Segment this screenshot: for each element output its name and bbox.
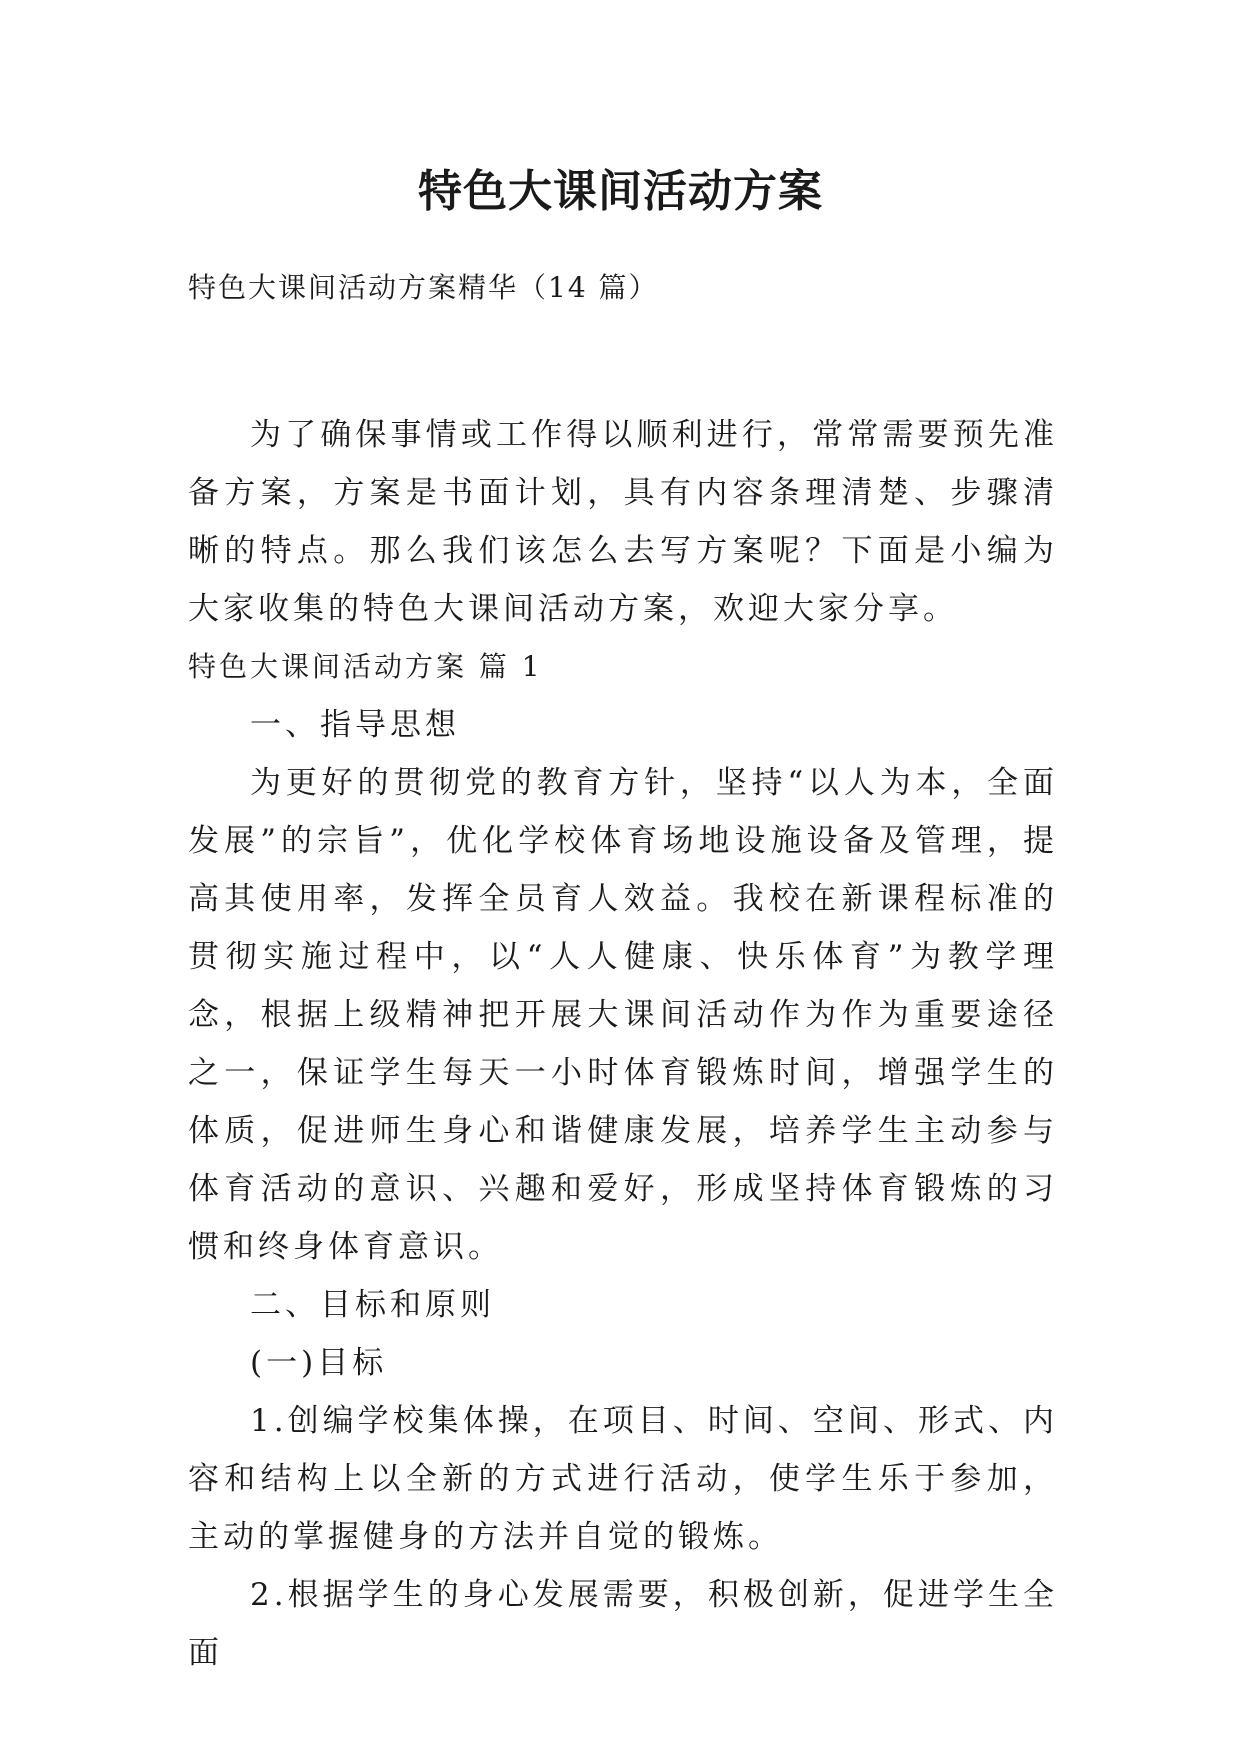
- heading-guiding-ideology: 一、指导思想: [250, 707, 460, 743]
- document-title: 特色大课间活动方案: [418, 166, 823, 217]
- goal-item-1: 1.创编学校集体操，在项目、时间、空间、形式、内容和结构上以全新的方式进行活动，使学生乐于参加，主动的掌握健身的方法并自觉的锻炼。: [188, 1403, 1058, 1555]
- document-subtitle: 特色大课间活动方案精华（14 篇）: [188, 271, 659, 304]
- document-body: [188, 406, 1058, 1682]
- guiding-ideology-paragraph: 为更好的贯彻党的教育方针，坚持“以人为本，全面发展”的宗旨”，优化学校体育场地设施设备及管理，提高其使用率，发挥全员育人效益。我校在新课程标准的贯彻实施过程中，以“人人健康、快乐体育”为教学理念，根据上级精神把开展大课间活动作为作为重要途径之一，保证学生每天一小时体育锻炼时间，增强学生的体质，促进师生身心和谐健康发展，培养学生主动参与体育活动的意识、兴趣和爱好，形成坚持体育锻炼的习惯和终身体育意识。: [188, 765, 1058, 1265]
- section-title: 特色大课间活动方案 篇 1: [188, 650, 543, 683]
- goal-item-2: 2.根据学生的身心发展需要，积极创新，促进学生全面: [188, 1577, 1058, 1671]
- intro-paragraph: 为了确保事情或工作得以顺利进行，常常需要预先准备方案，方案是书面计划，具有内容条理清楚、步骤清晰的特点。那么我们该怎么去写方案呢？下面是小编为大家收集的特色大课间活动方案，欢迎大家分享。: [188, 417, 1058, 627]
- heading-goals-principles: 二、目标和原则: [250, 1287, 495, 1323]
- heading-goals: (一)目标: [250, 1345, 388, 1381]
